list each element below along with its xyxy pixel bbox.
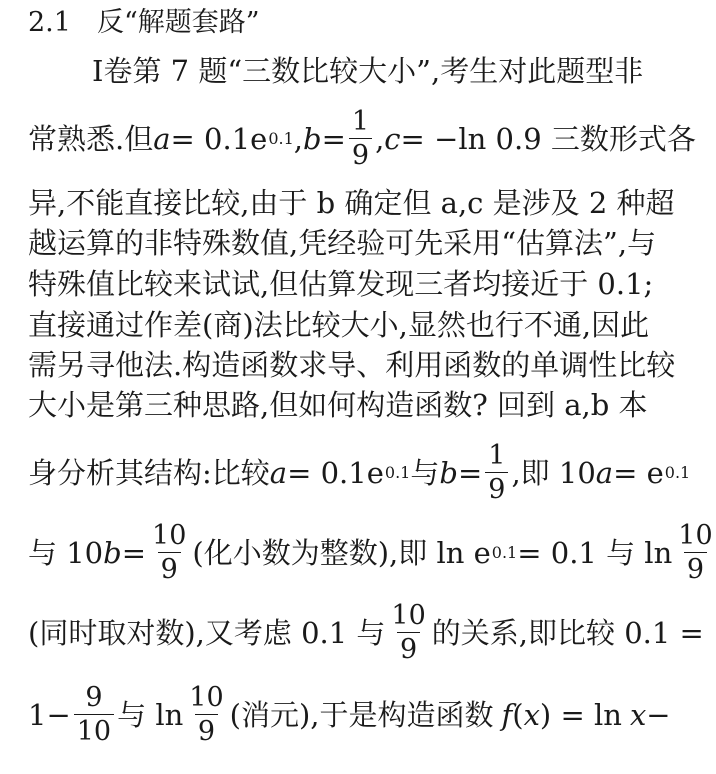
fraction-denominator: 10 xyxy=(74,714,114,745)
math-expr: = xyxy=(457,455,483,490)
text-segment: 与 ln xyxy=(117,697,184,732)
text-segment: (化小数为整数),即 ln e xyxy=(192,535,491,570)
math-fraction xyxy=(349,108,372,169)
math-fraction xyxy=(149,522,189,583)
math-var-a: a xyxy=(269,455,288,490)
text-segment: , xyxy=(293,121,303,156)
fraction-numerator: 9 xyxy=(85,682,103,713)
math-var-x: x xyxy=(629,697,647,732)
paragraph-line-10: 与 10 b = $\frac{10}{9}$ (化小数为整数),即 ln e 0.1 = 0.1 与 ln $\frac{10}{9}$ xyxy=(28,522,678,583)
text-line-6: 直接通过作差(商)法比较大小,显然也行不通,因此 xyxy=(28,308,650,342)
text-line-1: Ⅰ卷第 7 题“三数比较大小”,考生对此题型非 xyxy=(92,54,644,88)
paragraph-line-5 xyxy=(28,265,678,303)
section-heading xyxy=(28,6,260,40)
fraction-numerator: 1 xyxy=(488,440,506,471)
math-var-c: c xyxy=(384,121,401,156)
paragraph-line-4 xyxy=(28,224,678,262)
fraction-numerator: 10 xyxy=(678,520,713,551)
text-line-7: 需另寻他法.构造函数求导、利用函数的单调性比较 xyxy=(28,348,676,382)
fraction-denominator: 9 xyxy=(158,552,181,583)
math-expr: = 0.1e xyxy=(170,121,268,156)
fraction-numerator: 1 xyxy=(351,106,370,137)
paragraph-line-12 xyxy=(28,684,678,745)
paragraph-line-6 xyxy=(28,306,678,344)
math-expr: = −ln 0.9 三数形式各 xyxy=(400,121,696,156)
fraction-denominator: 9 xyxy=(485,472,508,503)
text-line-8: 大小是第三种思路,但如何构造函数? 回到 a,b 本 xyxy=(28,388,648,422)
fraction-numerator: 10 xyxy=(189,682,224,713)
text-segment: ,即 10 xyxy=(511,455,596,490)
fraction-denominator: 9 xyxy=(349,138,372,169)
math-expr: = xyxy=(121,535,147,570)
text-line-3: 异,不能直接比较,由于 b 确定但 a,c 是涉及 2 种超 xyxy=(28,186,675,220)
paragraph-line-2: 常熟悉.但 a = 0.1e 0.1 , b = $\frac{1}{9}$ , c = −ln 0.9 三数形式各 xyxy=(28,106,696,171)
paragraph-line-3 xyxy=(28,184,678,222)
fraction-denominator: 9 xyxy=(684,552,707,583)
math-var-b: b xyxy=(103,535,122,570)
text-segment: 与 10 xyxy=(28,535,104,570)
paragraph-line-9: 身分析其结构:比较 a = 0.1e 0.1 与 b = $\frac{1}{9}$ ,即 10 a = e 0.1 xyxy=(28,440,691,505)
fraction-denominator: 9 xyxy=(195,714,218,745)
math-var-f: f xyxy=(501,697,513,732)
math-expr: = 0.1e xyxy=(287,455,384,490)
paragraph-line-1 xyxy=(92,52,678,90)
math-var-b: b xyxy=(439,455,458,490)
math-expr: ( xyxy=(512,697,524,732)
math-fraction xyxy=(388,602,428,663)
text-segment: (同时取对数),又考虑 0.1 与 xyxy=(28,615,386,650)
math-var-a: a xyxy=(153,121,171,156)
text-segment: , xyxy=(375,121,385,156)
text-line-5: 特殊值比较来试试,但估算发现三者均接近于 0.1; xyxy=(28,267,654,301)
math-var-x: x xyxy=(523,697,540,732)
math-fraction xyxy=(74,684,114,745)
math-fraction xyxy=(186,684,226,745)
math-fraction xyxy=(675,522,715,583)
math-expr: ) = ln xyxy=(539,697,622,732)
section-title: 反“解题套路” xyxy=(96,7,260,38)
math-var-a: a xyxy=(595,455,614,490)
paragraph-line-8 xyxy=(28,386,678,424)
text-segment: 身分析其结构:比较 xyxy=(28,455,270,490)
text-segment: 与 xyxy=(410,455,440,490)
text-segment: 的关系,即比较 0.1 = xyxy=(431,615,704,650)
paragraph-line-7 xyxy=(28,346,678,384)
math-expr: 1− xyxy=(28,697,71,732)
math-expr: = e xyxy=(613,455,664,490)
math-expr: = xyxy=(321,121,346,156)
section-number: 2.1 xyxy=(28,7,71,38)
text-segment: 常熟悉.但 xyxy=(28,121,154,156)
fraction-numerator: 10 xyxy=(152,520,187,551)
fraction-denominator: 9 xyxy=(397,632,420,663)
math-var-b: b xyxy=(303,121,322,156)
math-expr: − xyxy=(646,697,671,732)
fraction-numerator: 10 xyxy=(391,600,426,631)
text-segment: = 0.1 与 ln xyxy=(517,535,673,570)
math-fraction xyxy=(485,442,508,503)
text-segment: (消元),于是构造函数 xyxy=(229,697,494,732)
paragraph-line-11 xyxy=(28,600,704,665)
text-line-4: 越运算的非特殊数值,凭经验可先采用“估算法”,与 xyxy=(28,226,657,260)
